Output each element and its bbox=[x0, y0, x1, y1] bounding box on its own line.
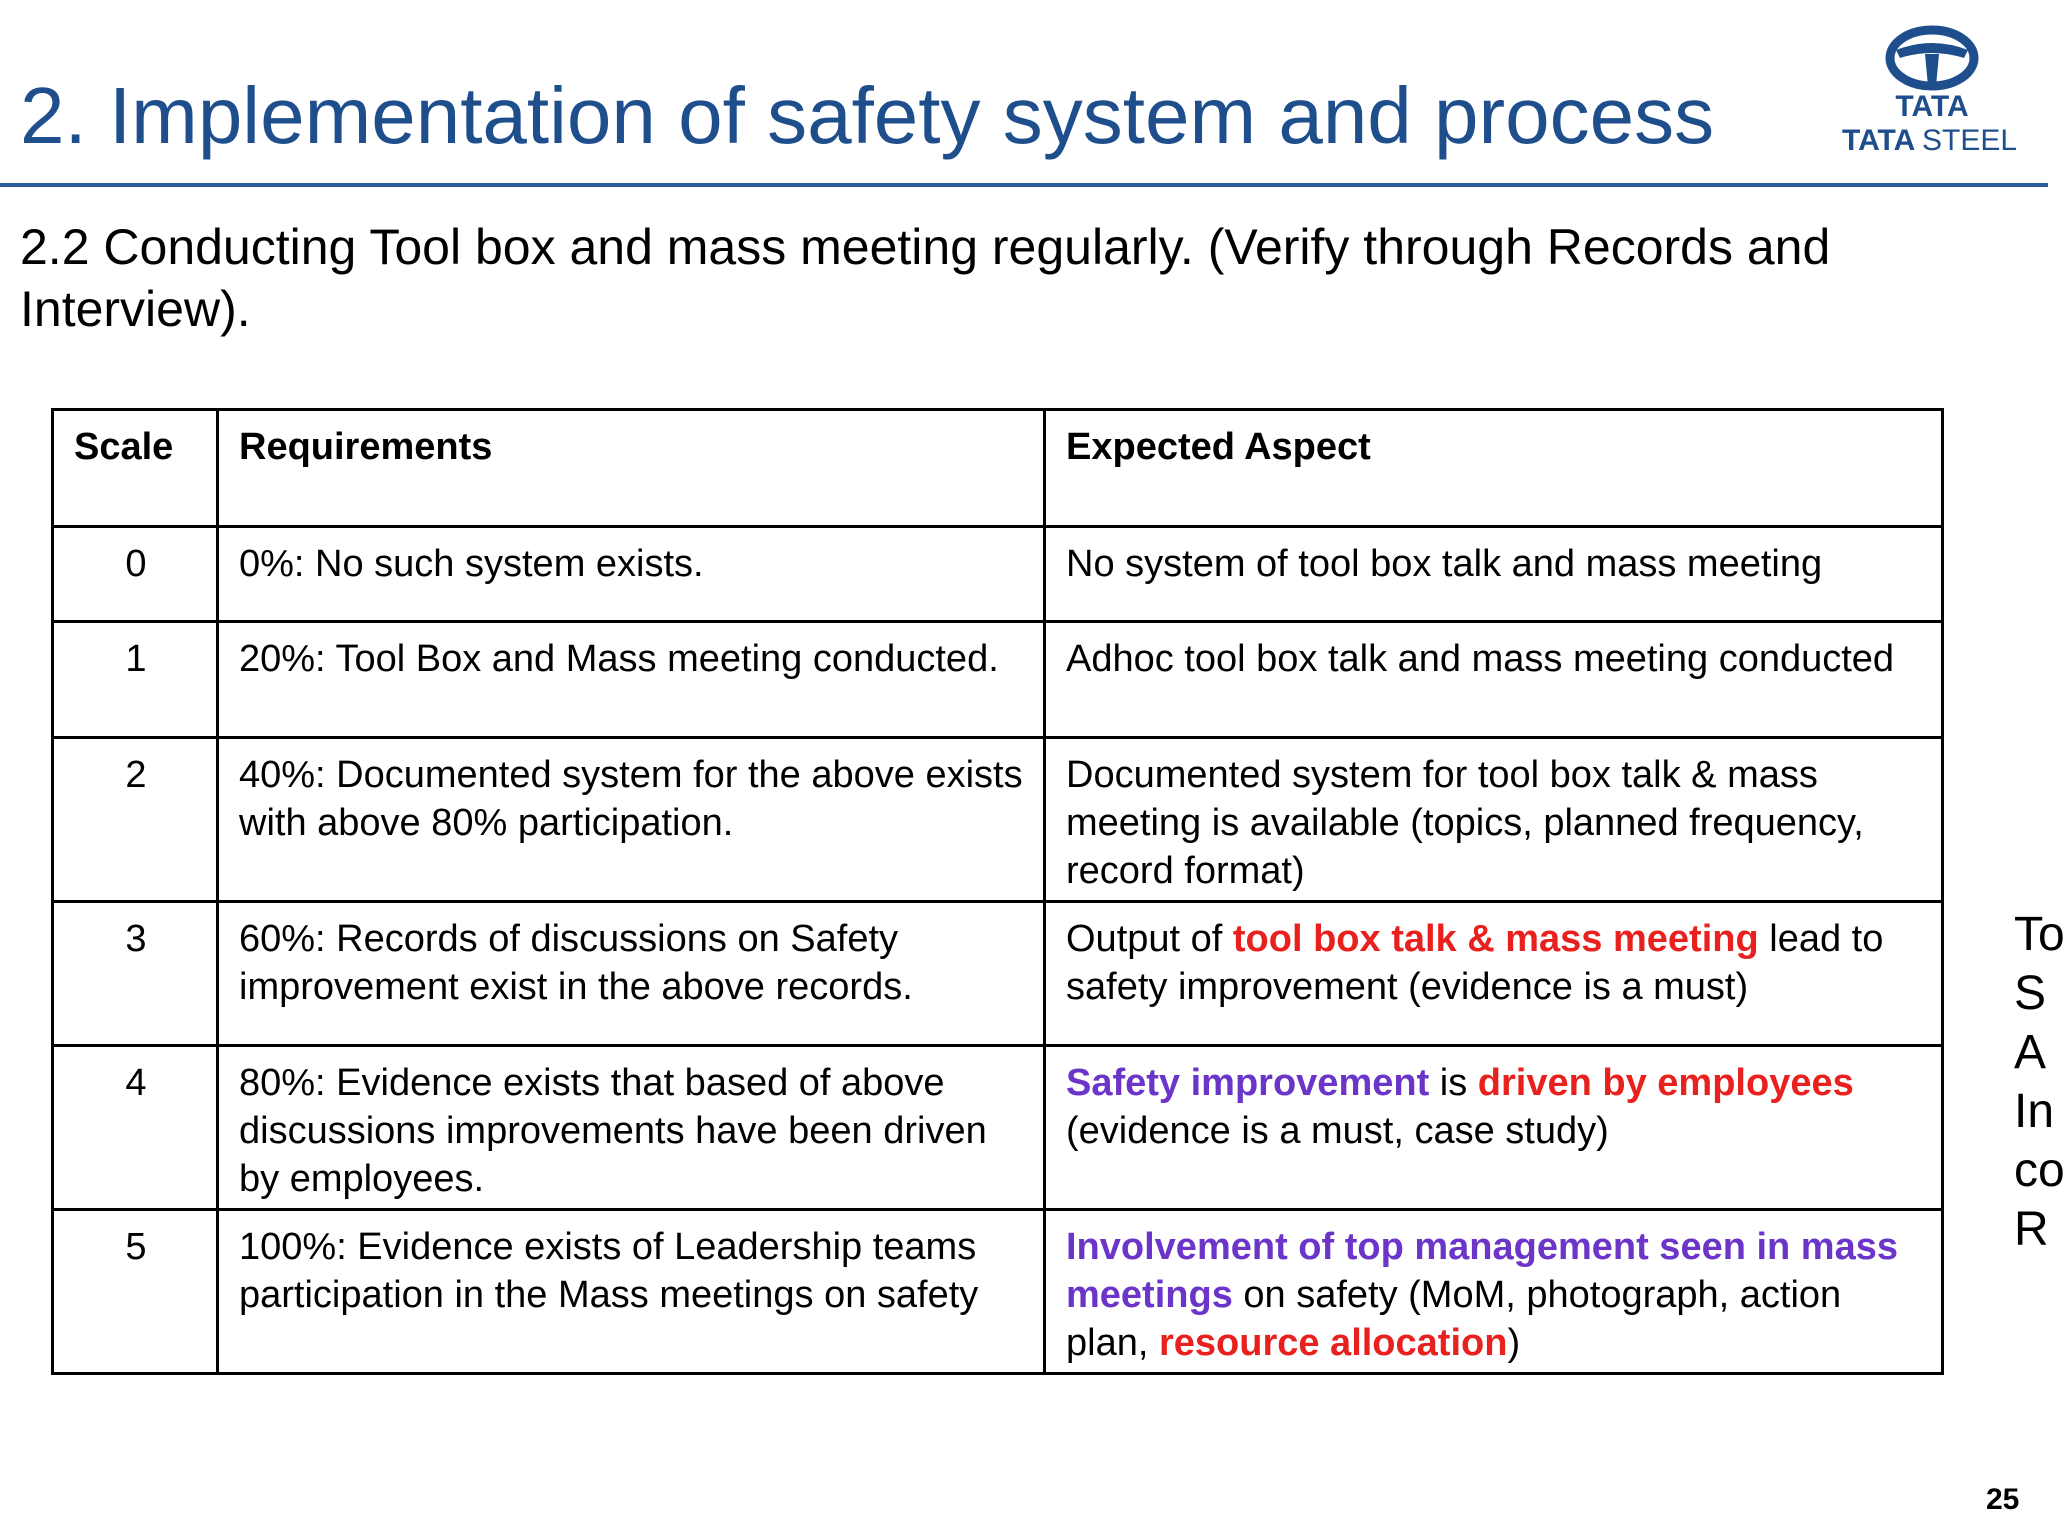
slide-title: 2. Implementation of safety system and process bbox=[20, 71, 1715, 160]
scale-cell: 3 bbox=[53, 902, 218, 1046]
expected-text: (evidence is a must, case study) bbox=[1066, 1110, 1609, 1152]
expected-text: Documented system for tool box talk & mass meeting is available (topics, planned frequency, record format) bbox=[1066, 754, 1864, 892]
expected-text: on safety (MoM, photograph, action plan, bbox=[1066, 1274, 1842, 1364]
side-text-line: co bbox=[2014, 1144, 2065, 1197]
requirement-cell: 100%: Evidence exists of Leadership teams participation in the Mass meetings on safety bbox=[218, 1210, 1045, 1374]
scale-cell: 5 bbox=[53, 1210, 218, 1374]
requirement-cell: 20%: Tool Box and Mass meeting conducted. bbox=[218, 622, 1045, 738]
table-header-row bbox=[53, 410, 1943, 527]
title-divider bbox=[0, 183, 2048, 187]
scale-cell: 1 bbox=[53, 622, 218, 738]
expected-aspect-cell bbox=[1045, 902, 1943, 1046]
emphasis-text-purple: Safety improvement bbox=[1066, 1062, 1430, 1104]
expected-text: Adhoc tool box talk and mass meeting conducted bbox=[1066, 638, 1895, 680]
slide-subtitle: 2.2 Conducting Tool box and mass meeting regularly. (Verify through Records and Interview). bbox=[20, 219, 1831, 337]
logo-text-top: TATA bbox=[1895, 90, 1969, 123]
tata-logo-icon bbox=[1840, 28, 2025, 163]
logo-text-bottom-bold: TATA bbox=[1842, 124, 1916, 157]
expected-text: lead to safety improvement (evidence is a must) bbox=[1066, 918, 1884, 1008]
header-scale: Scale bbox=[53, 410, 218, 527]
side-text-line: To bbox=[2014, 908, 2065, 961]
requirement-cell: 60%: Records of discussions on Safety improvement exist in the above records. bbox=[218, 902, 1045, 1046]
expected-aspect-cell bbox=[1045, 527, 1943, 622]
tata-steel-logo bbox=[1840, 28, 2025, 163]
emphasis-text-red: tool box talk & mass meeting bbox=[1232, 918, 1759, 960]
requirement-cell: 0%: No such system exists. bbox=[218, 527, 1045, 622]
expected-aspect-cell bbox=[1045, 622, 1943, 738]
scale-cell: 0 bbox=[53, 527, 218, 622]
requirement-cell: 40%: Documented system for the above exists with above 80% participation. bbox=[218, 738, 1045, 902]
expected-text: ) bbox=[1507, 1322, 1521, 1364]
maturity-table bbox=[51, 408, 1944, 1375]
expected-aspect-cell bbox=[1045, 1046, 1943, 1210]
emphasis-text-red: resource allocation bbox=[1158, 1322, 1508, 1364]
page-number: 25 bbox=[1986, 1483, 2020, 1516]
expected-text: No system of tool box talk and mass meeting bbox=[1066, 543, 1823, 585]
logo-text-bottom-light: STEEL bbox=[1922, 124, 2018, 157]
expected-text: is bbox=[1429, 1062, 1478, 1104]
side-text-line: In bbox=[2014, 1085, 2055, 1138]
emphasis-text-purple: Involvement of top management seen in mass meetings bbox=[1066, 1226, 1898, 1316]
expected-aspect-cell bbox=[1045, 1210, 1943, 1374]
table-row bbox=[53, 902, 1943, 1046]
side-text-line: R bbox=[2014, 1203, 2049, 1256]
scale-cell: 2 bbox=[53, 738, 218, 902]
table-row bbox=[53, 1046, 1943, 1210]
side-text-line: S bbox=[2014, 967, 2047, 1020]
scale-cell: 4 bbox=[53, 1046, 218, 1210]
expected-text: Output of bbox=[1066, 918, 1233, 960]
table-row bbox=[53, 527, 1943, 622]
requirement-cell: 80%: Evidence exists that based of above discussions improvements have been driven by employees. bbox=[218, 1046, 1045, 1210]
table-row bbox=[53, 738, 1943, 902]
header-requirements: Requirements bbox=[218, 410, 1045, 527]
table-row bbox=[53, 622, 1943, 738]
side-text-fragment bbox=[2014, 905, 2065, 1259]
expected-aspect-cell bbox=[1045, 738, 1943, 902]
table-row bbox=[53, 1210, 1943, 1374]
side-text-line: A bbox=[2014, 1026, 2047, 1079]
emphasis-text-red: driven by employees bbox=[1477, 1062, 1854, 1104]
header-expected-aspect: Expected Aspect bbox=[1045, 410, 1943, 527]
